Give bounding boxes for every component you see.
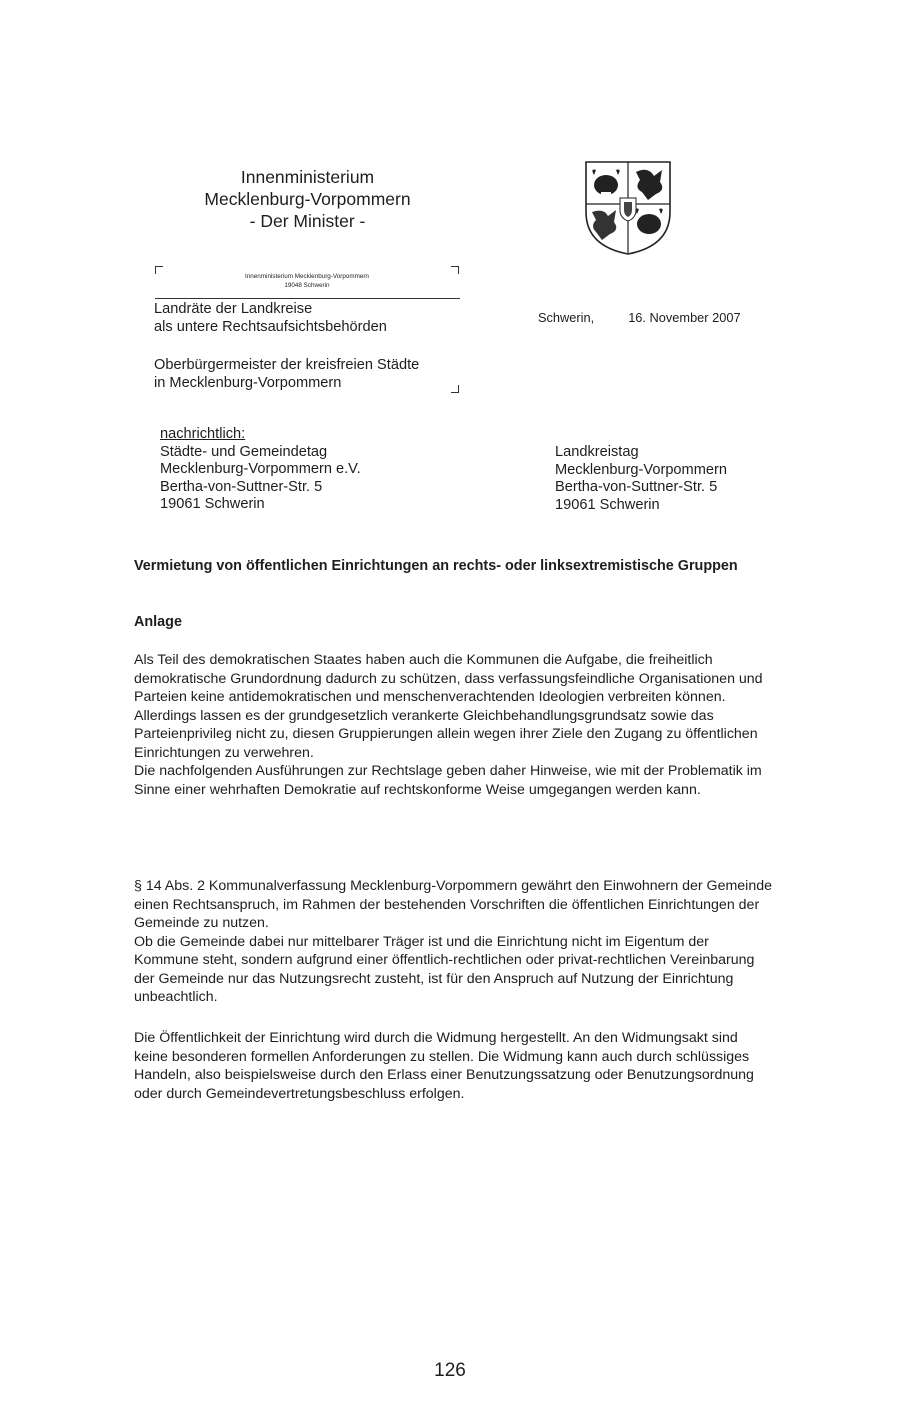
sender-line: 19048 Schwerin: [284, 282, 330, 289]
body-paragraph: [134, 1029, 774, 1103]
date-place: Schwerin,: [538, 310, 595, 325]
date-value: 16. November 2007: [628, 310, 741, 325]
cc-line: Bertha-von-Suttner-Str. 5: [160, 478, 323, 495]
date-line: [538, 310, 741, 325]
cc-line: 19061 Schwerin: [555, 496, 660, 513]
cc-line: Landkreistag: [555, 444, 639, 460]
paragraph-text: § 14 Abs. 2 Kommunalverfassung Mecklenburg-Vorpommern gewährt den Einwohnern der Gemeinde einen Rechtsanspruch, im Rahmen der bestehenden Vorschriften die öffentlichen Einrichtungen der Gemeinde zu nutzen.: [134, 878, 772, 931]
address-window-corner: [451, 266, 459, 274]
sender-line: Innenministerium Mecklenburg-Vorpommern: [245, 273, 369, 280]
address-window-corner: [155, 266, 163, 274]
page-number: 126: [434, 1360, 466, 1381]
cc-line: Mecklenburg-Vorpommern e.V.: [160, 461, 361, 477]
anlage-heading: Anlage: [134, 614, 182, 630]
recipient-line: in Mecklenburg-Vorpommern: [154, 374, 342, 391]
recipient-line: Oberbürgermeister der kreisfreien Städte: [154, 357, 420, 373]
recipient-block: [154, 301, 387, 336]
cc-line: Städte- und Gemeindetag: [160, 443, 328, 460]
paragraph-text: Die nachfolgenden Ausführungen zur Rechtslage geben daher Hinweise, wie mit der Problematik im Sinne einer wehrhaften Demokratie auf rechtskonforme Weise umgegangen werden kann.: [134, 763, 762, 798]
cc-block-left: [160, 426, 361, 514]
body-paragraph: [134, 651, 774, 799]
cc-line: Bertha-von-Suttner-Str. 5: [555, 479, 718, 495]
letterhead-state: Mecklenburg-Vorpommern: [204, 189, 411, 209]
paragraph-text: Die Öffentlichkeit der Einrichtung wird durch die Widmung hergestellt. An den Widmungsakt sind keine besonderen formellen Anforderungen zu stellen. Die Widmung kann auch durch schlüssiges Handeln, also beispielsweise durch den Erlass einer Benutzungssatzung oder Benutzungsordnung oder durch Gemeindevertretungsbeschluss erfolgen.: [134, 1030, 754, 1102]
sender-return-address: [182, 272, 432, 290]
recipient-line: Landräte der Landkreise: [154, 301, 313, 317]
cc-line: 19061 Schwerin: [160, 496, 265, 512]
letterhead-ministry: Innenministerium: [240, 167, 375, 187]
cc-label: nachrichtlich:: [160, 426, 246, 442]
body-paragraph: [134, 877, 774, 1007]
paragraph-text: Ob die Gemeinde dabei nur mittelbarer Träger ist und die Einrichtung nicht im Eigentum der Kommune steht, sondern aufgrund einer öffentlich-rechtlichen oder privat-rechtlichen Vereinbarung der Gemeinde nur das Nutzungsrecht zusteht, ist für den Anspruch auf Nutzung der Einrichtung unbeachtlich.: [134, 933, 755, 1005]
sender-divider: [155, 298, 460, 299]
recipient-block: [154, 357, 419, 392]
letterhead: [150, 166, 465, 232]
cc-block-right: [555, 444, 727, 514]
address-window-corner: [451, 385, 459, 393]
coat-of-arms-icon: [584, 160, 672, 256]
recipient-line: als untere Rechtsaufsichtsbehörden: [154, 318, 387, 335]
letterhead-minister: - Der Minister -: [249, 211, 366, 231]
cc-line: Mecklenburg-Vorpommern: [555, 461, 727, 478]
paragraph-text: Als Teil des demokratischen Staates haben auch die Kommunen die Aufgabe, die freiheitlich demokratische Grundordnung dadurch zu schützen, dass verfassungsfeindliche Organisationen und Parteien keine antidemokratischen und menschenverachtenden Ideologien verbreiten können. Allerdings lassen es der grundgesetzlich verankerte Gleichbehandlungsgrundsatz sowie das Parteienprivileg nicht zu, diesen Gruppierungen allein wegen ihrer Ziele den Zugang zu öffentlichen Einrichtungen zu verwehren.: [134, 652, 763, 761]
subject-heading: Vermietung von öffentlichen Einrichtungen an rechts- oder linksextremistische Gruppen: [134, 558, 738, 574]
